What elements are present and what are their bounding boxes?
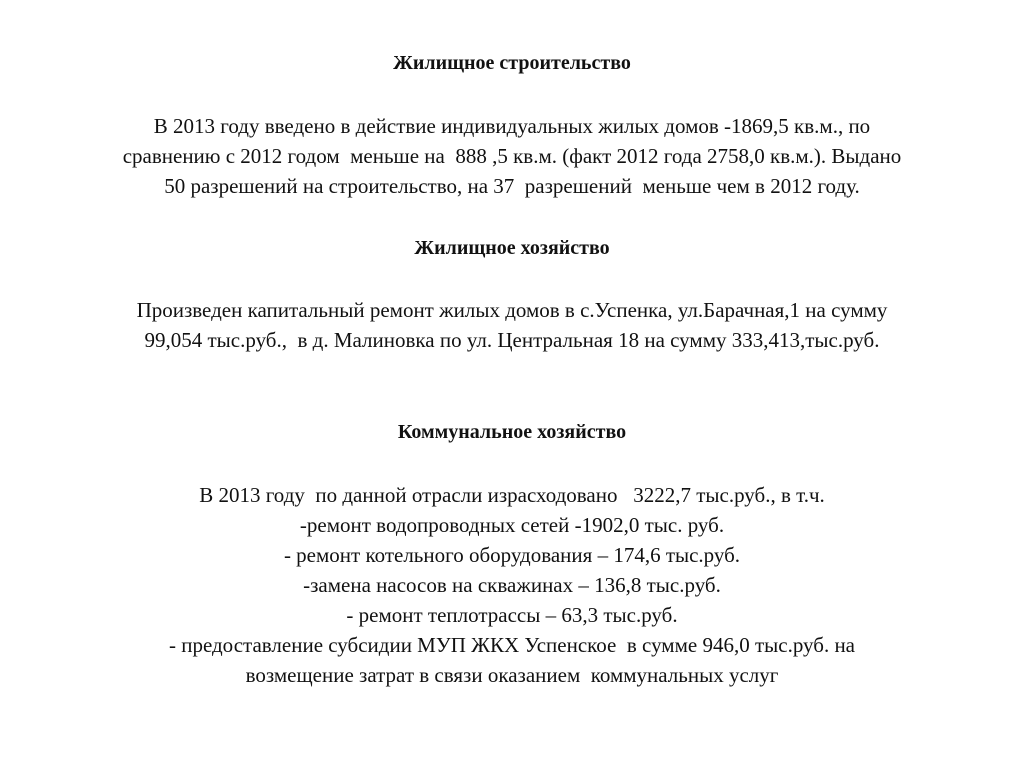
- text-line: сравнению с 2012 годом меньше на 888 ,5 кв.м. (факт 2012 года 2758,0 кв.м.). Выдано: [122, 144, 902, 168]
- text-line: - предоставление субсидии МУП ЖКХ Успенское в сумме 946,0 тыс.руб. на: [168, 633, 856, 657]
- text-line: В 2013 году введено в действие индивидуальных жилых домов -1869,5 кв.м., по: [153, 114, 871, 138]
- text-line: -замена насосов на скважинах – 136,8 тыс.руб.: [303, 573, 721, 597]
- text-line: Произведен капитальный ремонт жилых домов в с.Успенка, ул.Барачная,1 на сумму: [136, 298, 888, 322]
- heading-communal-economy: Коммунальное хозяйство: [397, 421, 627, 443]
- heading-housing-economy: Жилищное хозяйство: [414, 237, 610, 259]
- text-line: - ремонт котельного оборудования – 174,6 тыс.руб.: [283, 543, 741, 567]
- text-line: -ремонт водопроводных сетей -1902,0 тыс. руб.: [299, 513, 725, 537]
- heading-housing-construction: Жилищное строительство: [393, 52, 631, 74]
- text-line: - ремонт теплотрассы – 63,3 тыс.руб.: [346, 603, 678, 627]
- text-line: 99,054 тыс.руб., в д. Малиновка по ул. Центральная 18 на сумму 333,413,тыс.руб.: [144, 328, 880, 352]
- text-line: 50 разрешений на строительство, на 37 разрешений меньше чем в 2012 году.: [164, 174, 860, 198]
- text-line: возмещение затрат в связи оказанием коммунальных услуг: [245, 663, 779, 687]
- paragraph-housing-construction: [40, 111, 984, 201]
- paragraph-communal-economy: [40, 480, 984, 690]
- paragraph-housing-economy: [40, 295, 984, 355]
- text-line: В 2013 году по данной отрасли израсходовано 3222,7 тыс.руб., в т.ч.: [199, 483, 825, 507]
